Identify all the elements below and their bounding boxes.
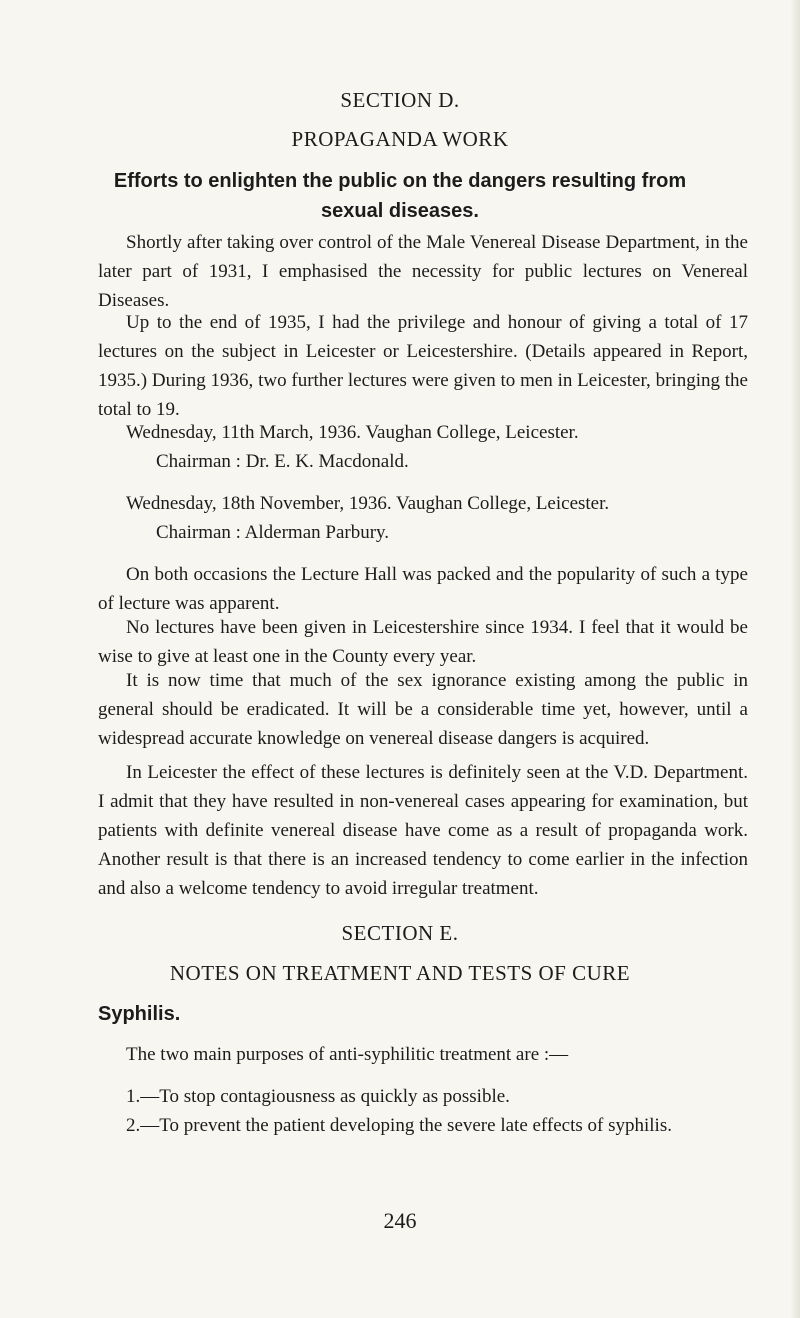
page-edge-shadow (790, 0, 800, 1318)
syphilis-subheading: Syphilis. (98, 1003, 181, 1025)
section-d-subtitle: Efforts to enlighten the public on the dangers resulting from sexual diseases. (113, 170, 687, 222)
section-d-title: PROPAGANDA WORK (291, 127, 509, 151)
paragraph-6: In Leicester the effect of these lectures is definitely seen at the V.D. Department. I admit that they have resulted in non-venereal cases appearing for examination, but patients with definite venereal disease have come as a result of propaganda work. Another result is that there is an increased tendency to come earlier in the infection and also a welcome tendency to avoid irregular treatment. (98, 762, 748, 899)
treatment-item-1: 1.—To stop contagiousness as quickly as possible. (126, 1086, 510, 1107)
treatment-item-2 (126, 1111, 748, 1140)
section-d-heading: SECTION D. (340, 88, 460, 112)
paragraph-1: Shortly after taking over control of the Male Venereal Disease Department, in the later part of 1931, I emphasised the necessity for public lectures on Venereal Diseases. (98, 232, 748, 311)
section-e-title: NOTES ON TREATMENT AND TESTS OF CURE (169, 961, 631, 985)
paragraph-5: It is now time that much of the sex ignorance existing among the public in general should be eradicated. It will be a considerable time yet, however, until a widespread accurate knowledge on venereal disease dangers is acquired. (98, 670, 748, 749)
lecture-2-date: Wednesday, 18th November, 1936. Vaughan College, Leicester. (126, 493, 610, 514)
paragraph-4: No lectures have been given in Leicestershire since 1934. I feel that it would be wise to give at least one in the County every year. (98, 617, 748, 667)
lecture-1-date: Wednesday, 11th March, 1936. Vaughan College, Leicester. (126, 422, 579, 443)
page-number: 246 (383, 1208, 417, 1233)
section-e-heading: SECTION E. (341, 921, 459, 945)
lecture-1-chairman: Chairman : Dr. E. K. Macdonald. (156, 451, 409, 472)
paragraph-2: Up to the end of 1935, I had the privilege and honour of giving a total of 17 lectures on the subject in Leicester or Leicestershire. (Details appeared in Report, 1935.) During 1936, two further lectures were given to men in Leicester, bringing the total to 19. (98, 312, 748, 420)
treatment-intro: The two main purposes of anti-syphilitic treatment are :— (126, 1044, 569, 1065)
treatment-item-2-text: 2.—To prevent the patient developing the severe late effects of syphilis. (126, 1115, 672, 1136)
lecture-2-chairman: Chairman : Alderman Parbury. (156, 522, 390, 543)
paragraph-3: On both occasions the Lecture Hall was packed and the popularity of such a type of lecture was apparent. (98, 564, 748, 614)
